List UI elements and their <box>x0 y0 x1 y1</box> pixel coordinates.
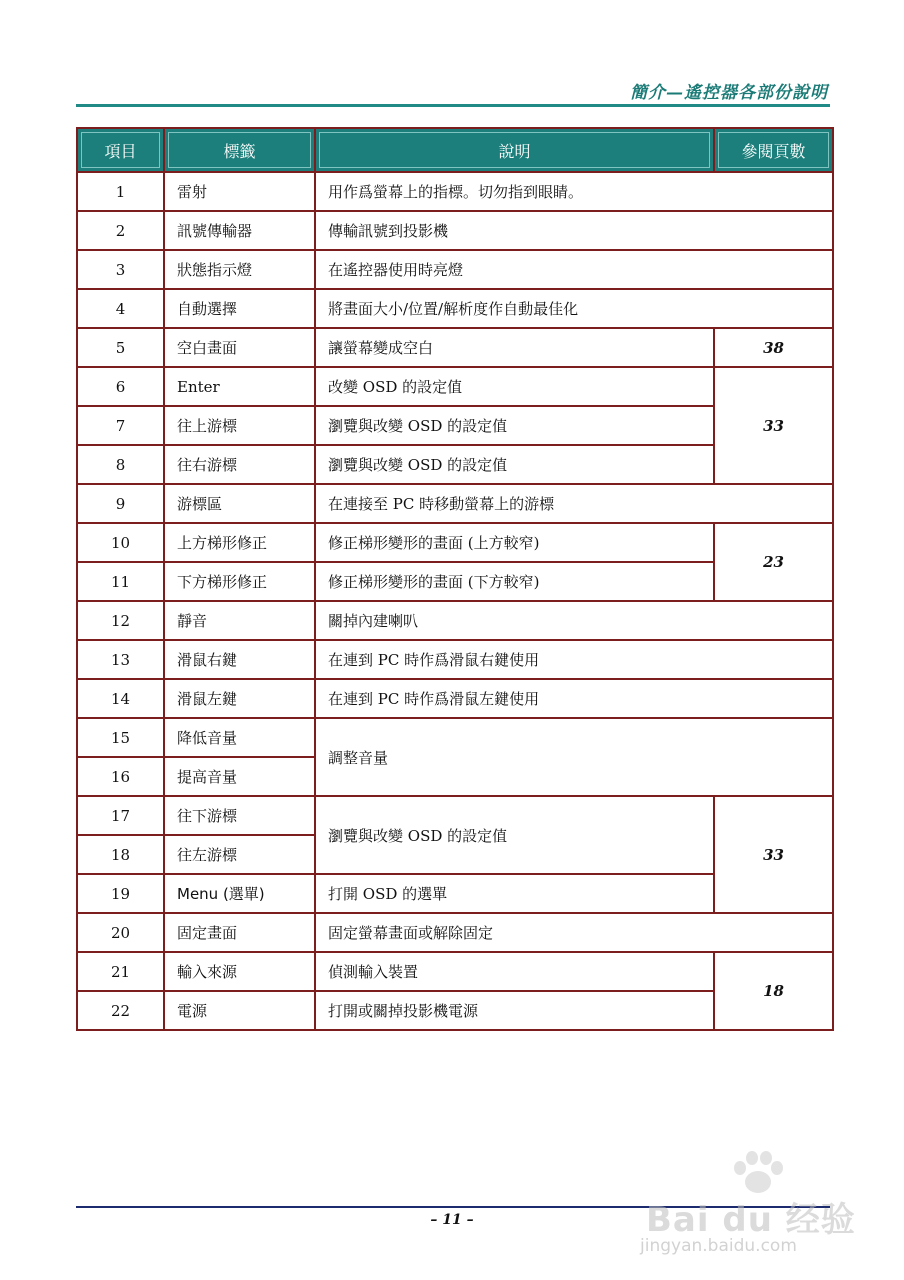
row-label: 往下游標 <box>164 796 315 835</box>
row-number: 19 <box>77 874 164 913</box>
paw-icon <box>728 1150 788 1196</box>
row-number: 20 <box>77 913 164 952</box>
baidu-watermark <box>640 1150 860 1270</box>
row-description: 在連到 PC 時作爲滑鼠左鍵使用 <box>315 679 833 718</box>
row-label: 滑鼠左鍵 <box>164 679 315 718</box>
watermark-brand: Bai du 经验 <box>646 1200 856 1240</box>
row-description: 關掉內建喇叭 <box>315 601 833 640</box>
row-label: 游標區 <box>164 484 315 523</box>
row-description: 打開 OSD 的選單 <box>315 874 714 913</box>
row-label: 狀態指示燈 <box>164 250 315 289</box>
table-row <box>77 952 833 991</box>
row-number: 16 <box>77 757 164 796</box>
row-page-ref: 33 <box>714 796 833 913</box>
row-number: 8 <box>77 445 164 484</box>
row-number: 2 <box>77 211 164 250</box>
row-label: 電源 <box>164 991 315 1030</box>
table-row <box>77 367 833 406</box>
row-label: 輸入來源 <box>164 952 315 991</box>
row-label: 滑鼠右鍵 <box>164 640 315 679</box>
row-label: 往上游標 <box>164 406 315 445</box>
column-header-item: 項目 <box>77 128 164 172</box>
column-header-description: 說明 <box>315 128 714 172</box>
row-number: 21 <box>77 952 164 991</box>
page-header-title: 簡介—遙控器各部份說明 <box>630 83 828 103</box>
table-row <box>77 484 833 523</box>
row-label: 訊號傳輸器 <box>164 211 315 250</box>
watermark-url: jingyan.baidu.com <box>640 1236 797 1256</box>
table-row <box>77 289 833 328</box>
row-number: 15 <box>77 718 164 757</box>
row-number: 11 <box>77 562 164 601</box>
row-description: 在連到 PC 時作爲滑鼠右鍵使用 <box>315 640 833 679</box>
row-label: 自動選擇 <box>164 289 315 328</box>
table-row <box>77 718 833 757</box>
table-row <box>77 211 833 250</box>
table-row <box>77 679 833 718</box>
row-number: 1 <box>77 172 164 211</box>
row-number: 6 <box>77 367 164 406</box>
row-label: 提高音量 <box>164 757 315 796</box>
row-number: 17 <box>77 796 164 835</box>
row-label: 上方梯形修正 <box>164 523 315 562</box>
row-label: 固定畫面 <box>164 913 315 952</box>
row-number: 12 <box>77 601 164 640</box>
row-description: 瀏覽與改變 OSD 的設定值 <box>315 406 714 445</box>
row-description: 修正梯形變形的畫面 (下方較窄) <box>315 562 714 601</box>
row-label: 下方梯形修正 <box>164 562 315 601</box>
row-number: 13 <box>77 640 164 679</box>
remote-control-table <box>76 127 834 1031</box>
row-description: 打開或關掉投影機電源 <box>315 991 714 1030</box>
page-number: – 11 – <box>430 1212 474 1228</box>
table-row <box>77 328 833 367</box>
row-number: 9 <box>77 484 164 523</box>
row-description: 固定螢幕畫面或解除固定 <box>315 913 833 952</box>
table-row <box>77 250 833 289</box>
row-page-ref: 23 <box>714 523 833 601</box>
row-description: 瀏覽與改變 OSD 的設定值 <box>315 796 714 874</box>
row-description: 用作爲螢幕上的指標。切勿指到眼睛。 <box>315 172 833 211</box>
row-description: 將畫面大小/位置/解析度作自動最佳化 <box>315 289 833 328</box>
table-row <box>77 913 833 952</box>
row-description: 改變 OSD 的設定值 <box>315 367 714 406</box>
row-description: 調整音量 <box>315 718 833 796</box>
row-description: 在遙控器使用時亮燈 <box>315 250 833 289</box>
row-description: 讓螢幕變成空白 <box>315 328 714 367</box>
row-page-ref: 33 <box>714 367 833 484</box>
row-number: 14 <box>77 679 164 718</box>
row-number: 4 <box>77 289 164 328</box>
row-label: 空白畫面 <box>164 328 315 367</box>
row-label: Enter <box>164 367 315 406</box>
row-number: 22 <box>77 991 164 1030</box>
row-description: 瀏覽與改變 OSD 的設定值 <box>315 445 714 484</box>
table-row <box>77 523 833 562</box>
row-number: 7 <box>77 406 164 445</box>
row-label: 靜音 <box>164 601 315 640</box>
table-header-row <box>77 128 833 172</box>
row-number: 10 <box>77 523 164 562</box>
row-number: 18 <box>77 835 164 874</box>
row-label: 降低音量 <box>164 718 315 757</box>
row-description: 傳輸訊號到投影機 <box>315 211 833 250</box>
row-description: 在連接至 PC 時移動螢幕上的游標 <box>315 484 833 523</box>
row-label: 雷射 <box>164 172 315 211</box>
table-row <box>77 796 833 835</box>
row-label: 往右游標 <box>164 445 315 484</box>
column-header-page: 參閱頁數 <box>714 128 833 172</box>
row-description: 修正梯形變形的畫面 (上方較窄) <box>315 523 714 562</box>
header-divider <box>76 104 830 107</box>
column-header-label: 標籤 <box>164 128 315 172</box>
table-row <box>77 172 833 211</box>
table-row <box>77 601 833 640</box>
table-row <box>77 640 833 679</box>
row-label: Menu (選單) <box>164 874 315 913</box>
row-number: 3 <box>77 250 164 289</box>
row-page-ref: 18 <box>714 952 833 1030</box>
row-label: 往左游標 <box>164 835 315 874</box>
row-page-ref: 38 <box>714 328 833 367</box>
row-description: 偵測輸入裝置 <box>315 952 714 991</box>
row-number: 5 <box>77 328 164 367</box>
